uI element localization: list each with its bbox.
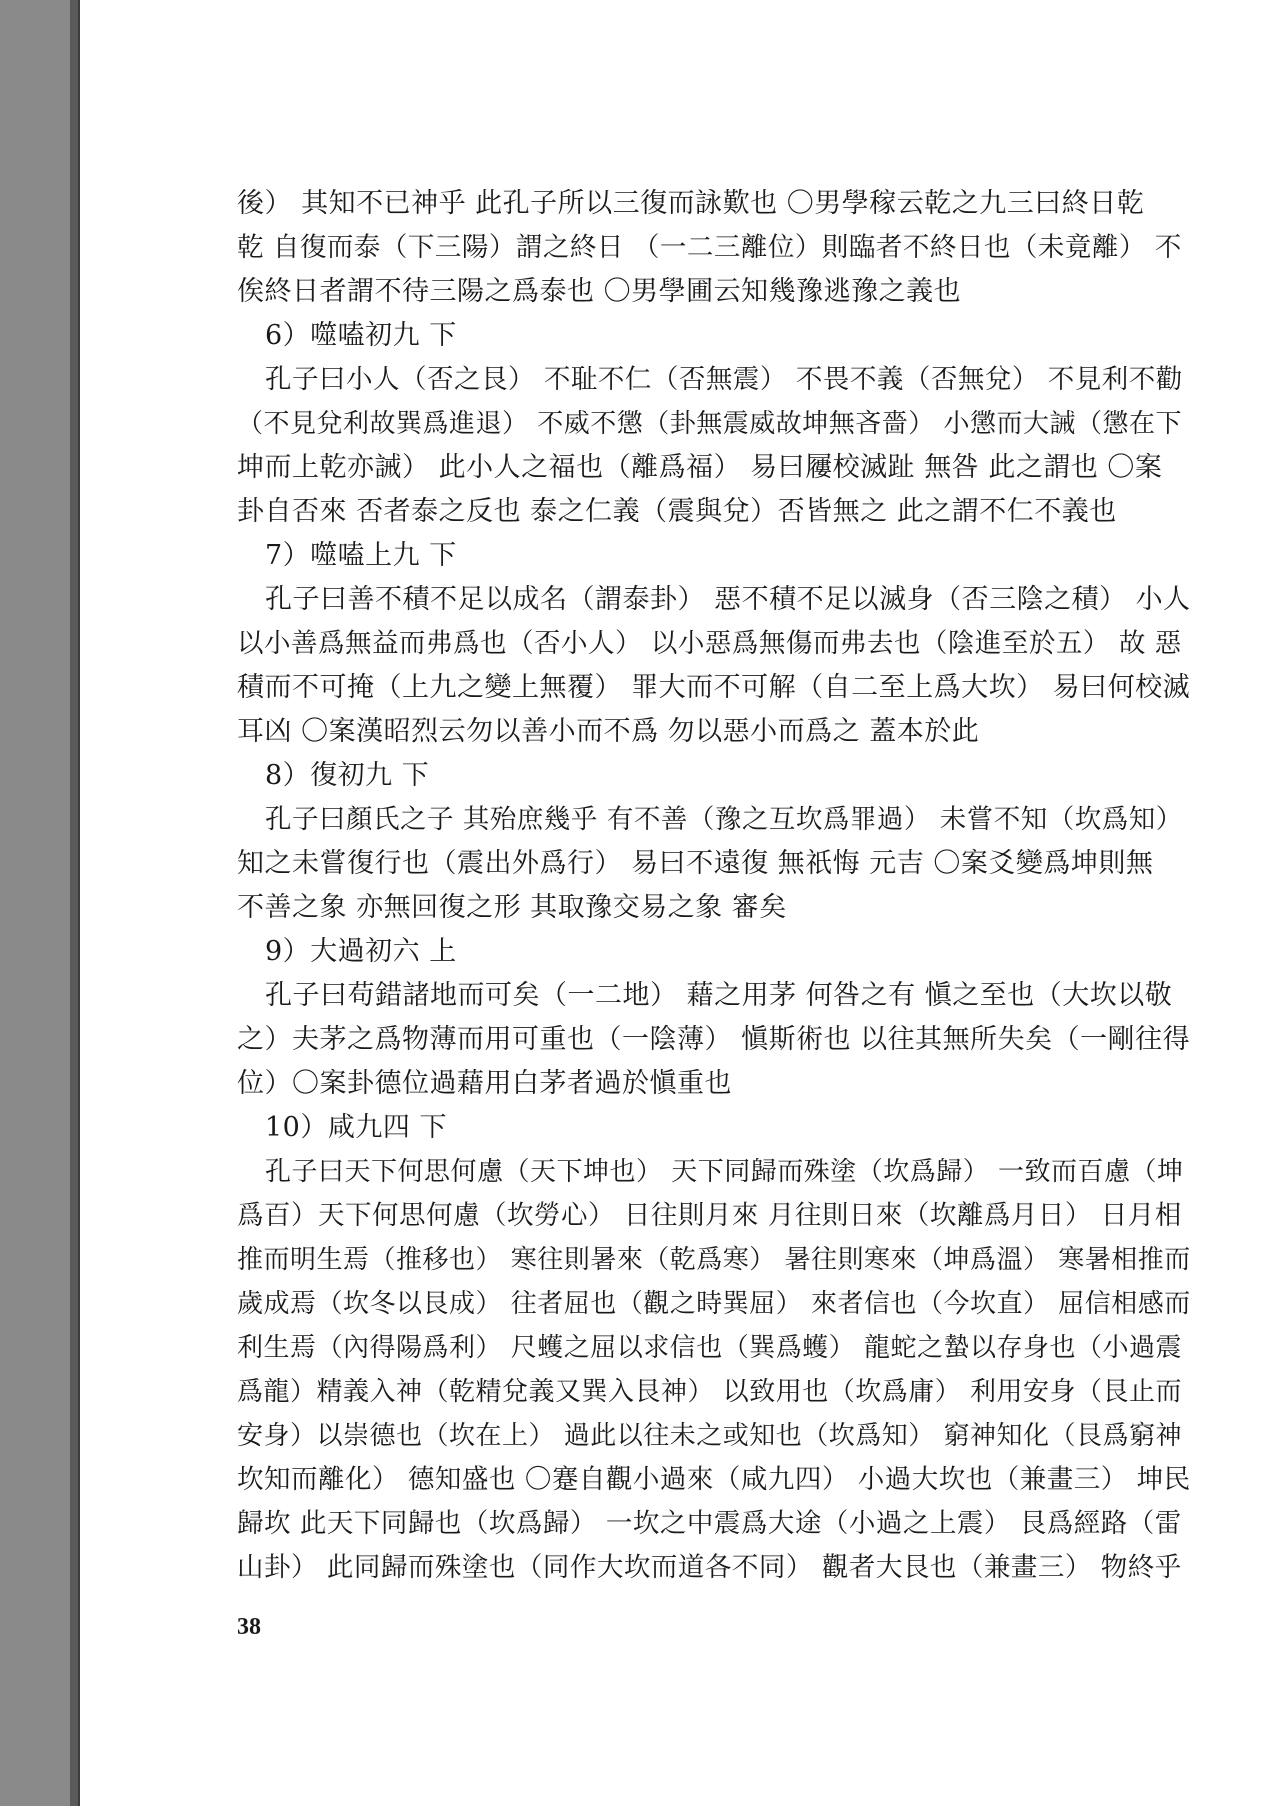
section-heading: 10）咸九四 下 — [265, 1112, 447, 1143]
text-line: 安身）以崇德也（坎在上） 過此以往未之或知也（坎爲知） 窮神知化（艮爲窮神 — [237, 1421, 1183, 1451]
text-line: 歲成焉（坎冬以艮成） 往者屈也（觀之時巽屈） 來者信也（今坎直） 屈信相感而 — [237, 1289, 1191, 1319]
book-page — [78, 0, 1283, 1806]
text-line: 孔子曰顏氏之子 其殆庶幾乎 有不善（豫之互坎爲罪過） 未嘗不知（坎爲知） — [265, 804, 1183, 835]
text-line: 耳凶 〇案漢昭烈云勿以善小而不爲 勿以惡小而爲之 蓋本於此 — [237, 716, 980, 747]
text-line: 推而明生焉（推移也） 寒往則暑來（乾爲寒） 暑往則寒來（坤爲溫） 寒暑相推而 — [237, 1245, 1191, 1275]
text-line: 孔子曰苟錯諸地而可矣（一二地） 藉之用茅 何咎之有 愼之至也（大坎以敬 — [265, 980, 1173, 1011]
text-line: 孔子曰天下何思何慮（天下坤也） 天下同歸而殊塗（坎爲歸） 一致而百慮（坤 — [265, 1157, 1184, 1187]
text-line: 乾 自復而泰（下三陽）謂之終日 （一二三離位）則臨者不終日也（未竟離） 不 — [237, 232, 1182, 263]
text-line: 歸坎 此天下同歸也（坎爲歸） 一坎之中震爲大途（小過之上震） 艮爲經路（雷 — [237, 1508, 1182, 1539]
text-line: 積而不可掩（上九之變上無覆） 罪大而不可解（自二至上爲大坎） 易曰何校滅 — [237, 672, 1191, 703]
text-line: 以小善爲無益而弗爲也（否小人） 以小惡爲無傷而弗去也（陰進至於五） 故 惡 — [237, 628, 1182, 659]
main-text — [237, 182, 1199, 1590]
section-heading: 7）噬嗑上九 下 — [265, 540, 457, 571]
text-line: 孔子曰善不積不足以成名（謂泰卦） 惡不積不足以滅身（否三陰之積） 小人 — [265, 584, 1191, 615]
text-line: 之）夫茅之爲物薄而用可重也（一陰薄） 愼斯術也 以往其無所失矣（一剛往得 — [237, 1024, 1191, 1055]
text-line: 爲龍）精義入神（乾精兌義又巽入艮神） 以致用也（坎爲庸） 利用安身（艮止而 — [237, 1377, 1183, 1407]
text-line: 卦自否來 否者泰之反也 泰之仁義（震與兌）否皆無之 此之謂不仁不義也 — [237, 496, 1117, 527]
text-line: 爲百）天下何思何慮（坎勞心） 日往則月來 月往則日來（坎離爲月日） 日月相 — [237, 1200, 1182, 1231]
text-line: 不善之象 亦無回復之形 其取豫交易之象 審矣 — [237, 892, 787, 923]
text-line: 後） 其知不已神乎 此孔子所以三復而詠歎也 〇男學稼云乾之九三曰終日乾 — [237, 188, 1145, 219]
section-heading: 6）噬嗑初九 下 — [265, 320, 457, 351]
section-heading: 8）復初九 下 — [265, 760, 430, 791]
text-line: 坤而上乾亦誡） 此小人之福也（離爲福） 易曰屨校滅趾 無咎 此之謂也 〇案 — [237, 452, 1163, 483]
page-number: 38 — [237, 1614, 261, 1640]
text-line: 俟終日者謂不待三陽之爲泰也 〇男學圃云知幾豫逃豫之義也 — [237, 276, 962, 307]
text-line: 孔子曰小人（否之艮） 不耻不仁（否無震） 不畏不義（否無兌） 不見利不勸 — [265, 364, 1183, 395]
text-line: 知之未嘗復行也（震出外爲行） 易曰不遠復 無祇悔 元吉 〇案爻變爲坤則無 — [237, 848, 1154, 879]
section-heading: 9）大過初六 上 — [265, 936, 457, 967]
text-line: 山卦） 此同歸而殊塗也（同作大坎而道各不同） 觀者大艮也（兼畫三） 物終乎 — [237, 1552, 1182, 1583]
text-line: 坎知而離化） 德知盛也 〇蹇自觀小過來（咸九四） 小過大坎也（兼畫三） 坤民 — [237, 1464, 1191, 1495]
text-line: （不見兌利故巽爲進退） 不威不懲（卦無震威故坤無吝嗇） 小懲而大誡（懲在下 — [237, 409, 1183, 439]
text-line: 利生焉（內得陽爲利） 尺蠖之屈以求信也（巽爲蠖） 龍蛇之蟄以存身也（小過震 — [237, 1333, 1183, 1363]
text-line: 位）〇案卦德位過藉用白茅者過於愼重也 — [237, 1068, 732, 1099]
